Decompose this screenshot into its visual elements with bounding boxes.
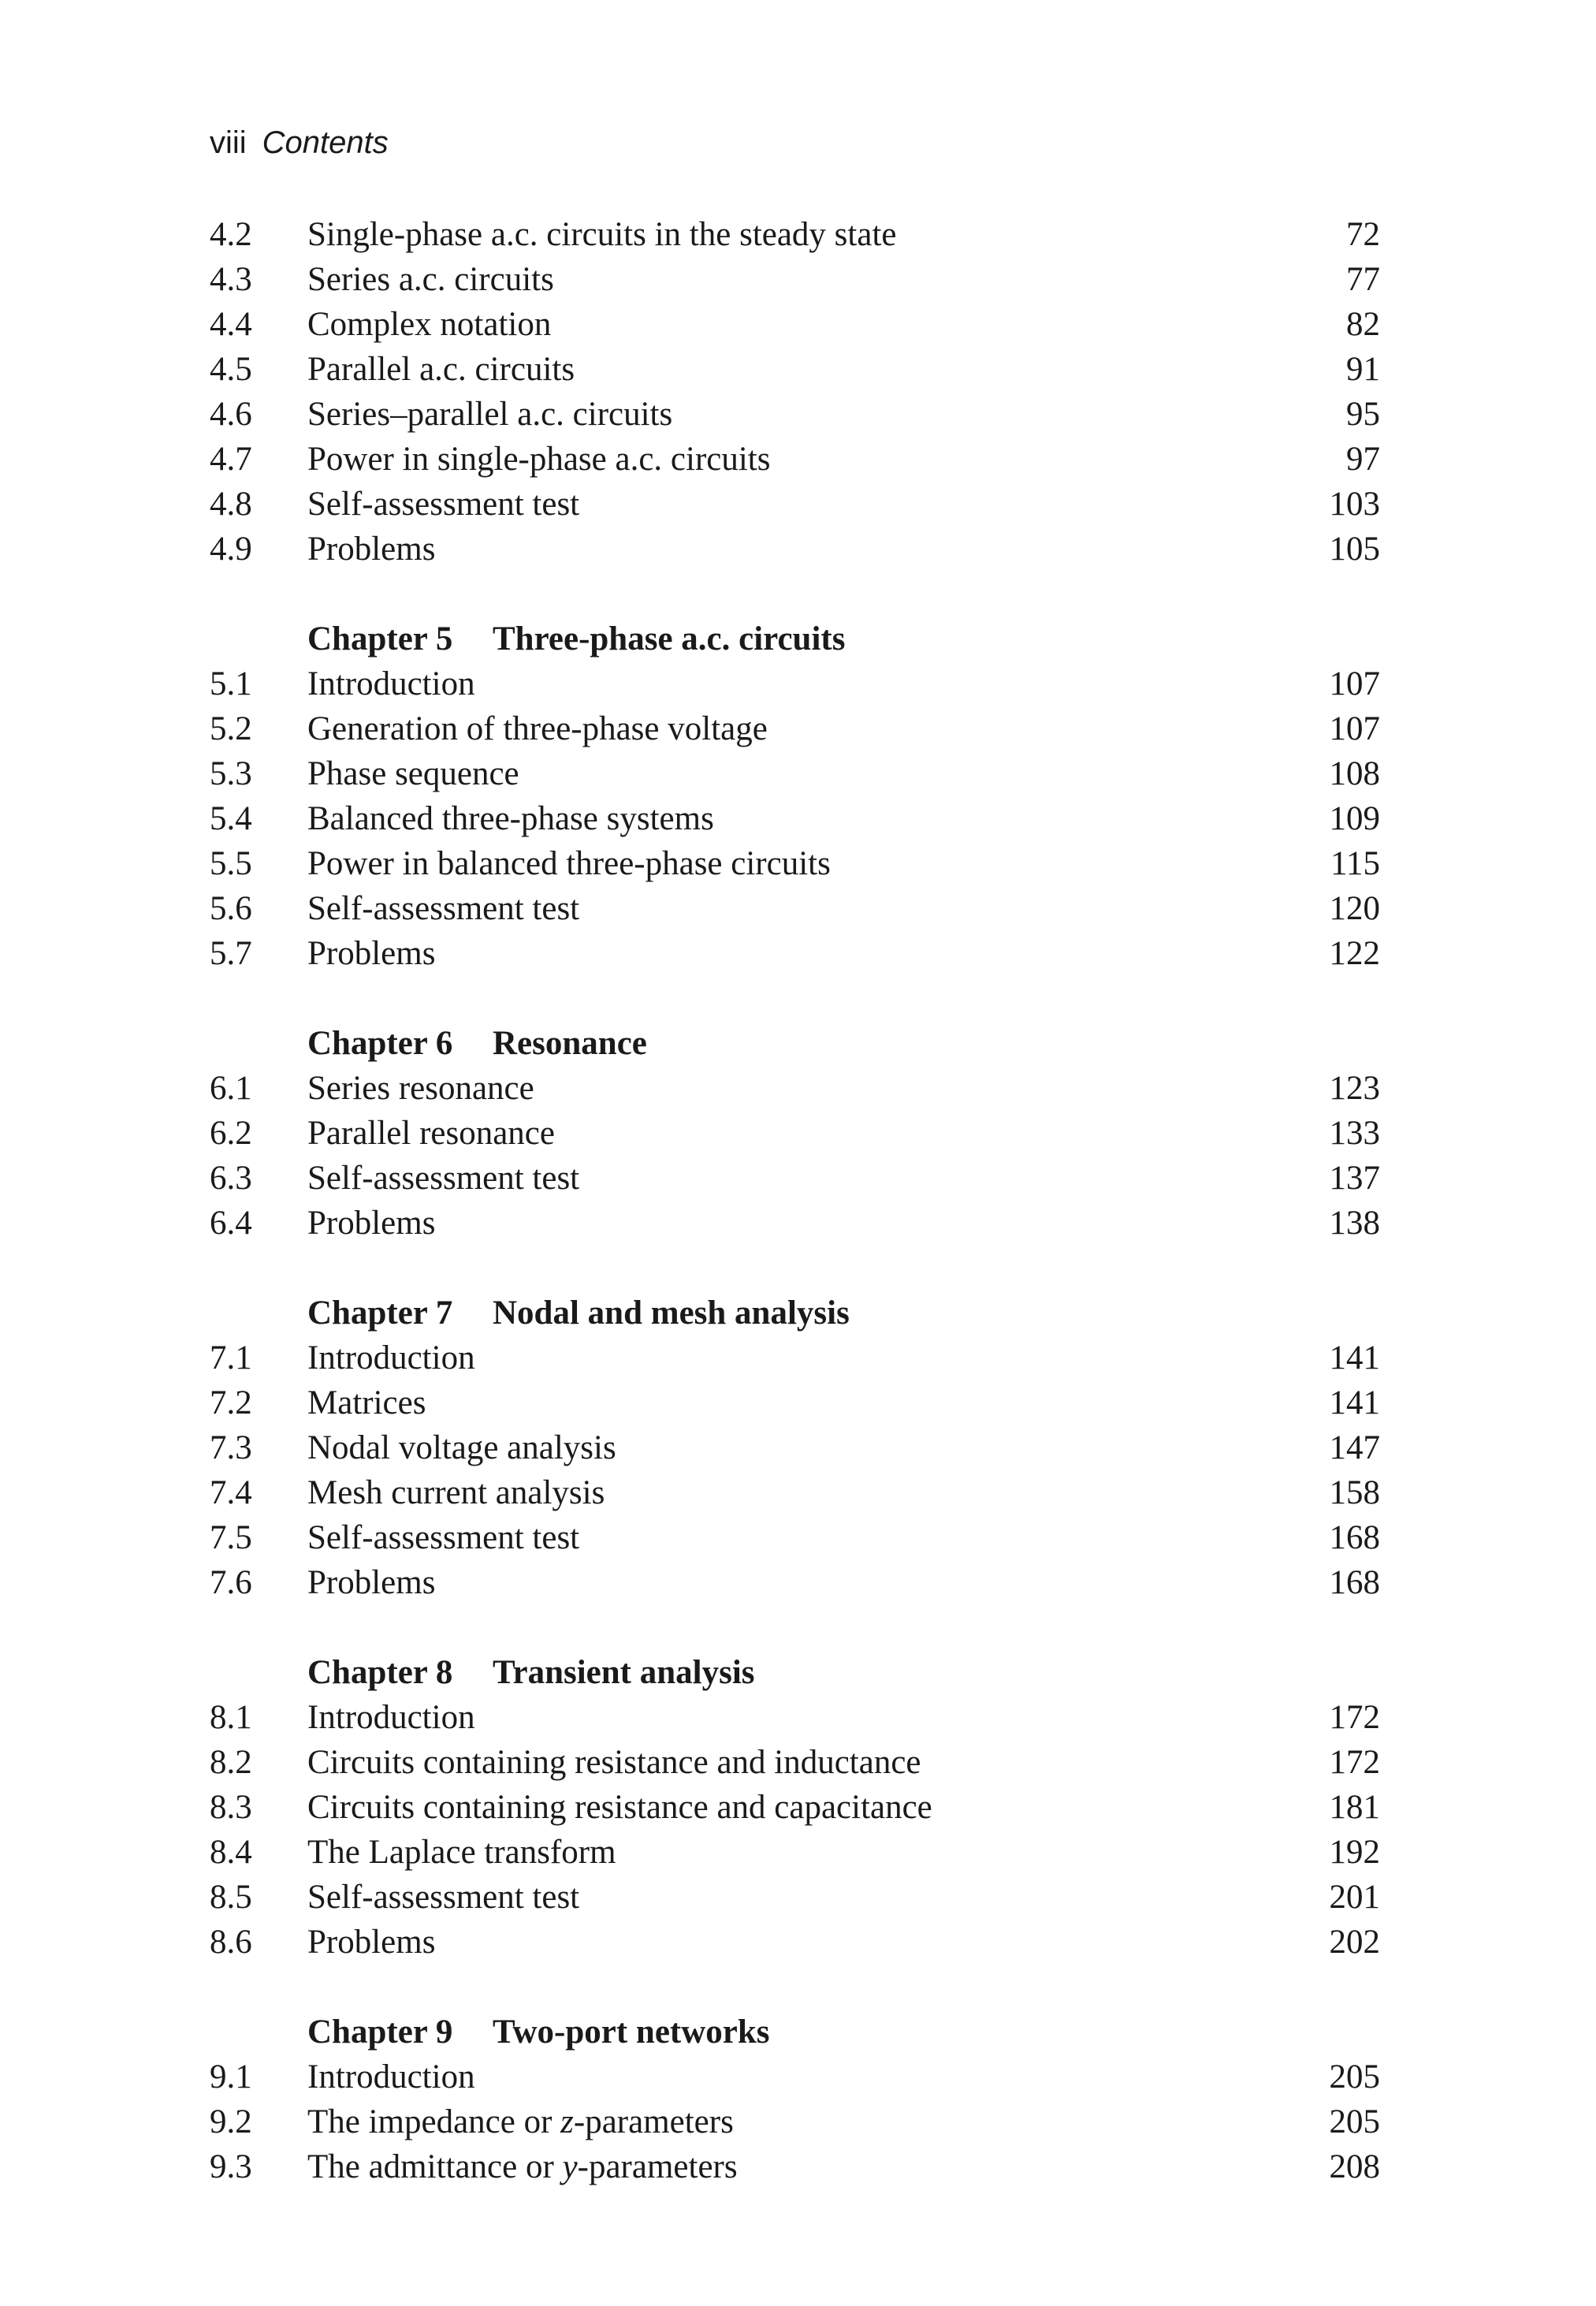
toc-entry[interactable]: [0, 886, 1596, 931]
section-number: 7.1: [210, 1339, 252, 1377]
page-number: 141: [1329, 1384, 1380, 1421]
page-number: 133: [1329, 1115, 1380, 1152]
page-number: 181: [1329, 1789, 1380, 1826]
table-of-contents: [0, 212, 1596, 2189]
page-number: 108: [1329, 755, 1380, 792]
toc-entry[interactable]: [0, 1515, 1596, 1560]
page-number: 192: [1329, 1834, 1380, 1871]
toc-entry[interactable]: [0, 527, 1596, 572]
section-number: 4.8: [210, 486, 252, 523]
section-title: Parallel a.c. circuits: [307, 351, 575, 388]
section-title: Introduction: [307, 1339, 475, 1377]
chapter-heading: [0, 617, 1596, 661]
page-number: 72: [1346, 216, 1380, 253]
running-head: [210, 121, 389, 165]
section-title: Mesh current analysis: [307, 1474, 605, 1511]
page-number: 122: [1329, 935, 1380, 972]
section-title: Self-assessment test: [307, 890, 580, 927]
page-number: 208: [1329, 2148, 1380, 2185]
toc-entry[interactable]: [0, 841, 1596, 886]
section-number: 4.4: [210, 306, 252, 343]
chapter-title: Three-phase a.c. circuits: [493, 620, 846, 658]
toc-entry[interactable]: [0, 751, 1596, 796]
page-number: 201: [1329, 1879, 1380, 1916]
chapter-heading: [0, 1291, 1596, 1336]
section-number: 4.7: [210, 441, 252, 478]
chapter-label: Chapter 7: [307, 1295, 453, 1332]
section-title: Introduction: [307, 665, 475, 702]
section-title: Problems: [307, 531, 436, 568]
section-number: 6.2: [210, 1115, 252, 1152]
page-number: 138: [1329, 1205, 1380, 1242]
page-number: 168: [1329, 1564, 1380, 1601]
section-number: 4.6: [210, 396, 252, 433]
section-number: 7.4: [210, 1474, 252, 1511]
toc-entry[interactable]: [0, 1111, 1596, 1156]
page-number: 103: [1329, 486, 1380, 523]
page-number: 123: [1329, 1070, 1380, 1107]
section-title: Introduction: [307, 2058, 475, 2096]
section-title: Problems: [307, 1924, 436, 1961]
page-number: 107: [1329, 710, 1380, 747]
page-number: 107: [1329, 665, 1380, 702]
page-number: 172: [1329, 1699, 1380, 1736]
page-number: 172: [1329, 1744, 1380, 1781]
page-number: 205: [1329, 2058, 1380, 2096]
section-title: Generation of three-phase voltage: [307, 710, 768, 747]
section-number: 8.1: [210, 1699, 252, 1736]
page-number: 109: [1329, 800, 1380, 837]
chapter-label: Chapter 6: [307, 1025, 453, 1062]
math-variable: y: [562, 2148, 578, 2185]
section-title: The Laplace transform: [307, 1834, 616, 1871]
toc-entry[interactable]: [0, 1470, 1596, 1515]
page-number: 141: [1329, 1339, 1380, 1377]
toc-entry[interactable]: [0, 1156, 1596, 1201]
section-number: 5.1: [210, 665, 252, 702]
section-title: Nodal voltage analysis: [307, 1429, 616, 1466]
toc-entry[interactable]: [0, 796, 1596, 841]
chapter-title: Transient analysis: [493, 1654, 755, 1691]
page-number: 91: [1346, 351, 1380, 388]
page-number: 95: [1346, 396, 1380, 433]
section-number: 9.3: [210, 2148, 252, 2185]
toc-entry[interactable]: [0, 437, 1596, 482]
toc-entry[interactable]: [0, 2144, 1596, 2189]
page-number: 97: [1346, 441, 1380, 478]
math-variable: z: [560, 2103, 574, 2140]
section-number: 6.4: [210, 1205, 252, 1242]
toc-entry[interactable]: [0, 1336, 1596, 1380]
toc-entry[interactable]: [0, 1066, 1596, 1111]
toc-entry[interactable]: [0, 1560, 1596, 1605]
section-number: 4.3: [210, 261, 252, 298]
section-number: 4.2: [210, 216, 252, 253]
toc-entry[interactable]: [0, 347, 1596, 392]
chapter-label: Chapter 5: [307, 620, 453, 658]
page-number: 147: [1329, 1429, 1380, 1466]
running-head-title: Contents: [262, 125, 389, 160]
chapter-label: Chapter 9: [307, 2014, 453, 2051]
page-number: 137: [1329, 1160, 1380, 1197]
section-title: Phase sequence: [307, 755, 519, 792]
section-number: 5.7: [210, 935, 252, 972]
section-title: Self-assessment test: [307, 1160, 580, 1197]
section-number: 5.2: [210, 710, 252, 747]
section-number: 7.2: [210, 1384, 252, 1421]
section-number: 4.9: [210, 531, 252, 568]
section-title: The admittance or y-parameters: [307, 2148, 738, 2185]
section-title: Single-phase a.c. circuits in the steady state: [307, 216, 897, 253]
section-title: Series–parallel a.c. circuits: [307, 396, 673, 433]
section-title: Balanced three-phase systems: [307, 800, 714, 837]
section-title: Self-assessment test: [307, 486, 580, 523]
section-number: 8.5: [210, 1879, 252, 1916]
page-number: 205: [1329, 2103, 1380, 2140]
toc-entry[interactable]: [0, 1425, 1596, 1470]
section-number: 8.6: [210, 1924, 252, 1961]
page-number: 82: [1346, 306, 1380, 343]
toc-entry[interactable]: [0, 302, 1596, 347]
toc-entry[interactable]: [0, 706, 1596, 751]
section-title: Series resonance: [307, 1070, 534, 1107]
toc-entry[interactable]: [0, 931, 1596, 976]
toc-entry[interactable]: [0, 1830, 1596, 1875]
section-title: Matrices: [307, 1384, 426, 1421]
toc-entry[interactable]: [0, 1740, 1596, 1785]
section-number: 8.4: [210, 1834, 252, 1871]
section-number: 7.5: [210, 1519, 252, 1556]
chapter-heading: [0, 1021, 1596, 1066]
section-title: Problems: [307, 1205, 436, 1242]
toc-entry[interactable]: [0, 2055, 1596, 2099]
section-number: 7.3: [210, 1429, 252, 1466]
section-number: 4.5: [210, 351, 252, 388]
section-title: Problems: [307, 1564, 436, 1601]
page-number: 202: [1329, 1924, 1380, 1961]
chapter-heading: [0, 1650, 1596, 1695]
page-number: 120: [1329, 890, 1380, 927]
section-title: Problems: [307, 935, 436, 972]
section-title: Complex notation: [307, 306, 552, 343]
toc-entry[interactable]: [0, 1695, 1596, 1740]
chapter-label: Chapter 8: [307, 1654, 453, 1691]
page-number: 77: [1346, 261, 1380, 298]
toc-entry[interactable]: [0, 661, 1596, 706]
section-title: Circuits containing resistance and capacitance: [307, 1789, 932, 1826]
section-title: Introduction: [307, 1699, 475, 1736]
toc-entry[interactable]: [0, 1875, 1596, 1920]
section-number: 6.3: [210, 1160, 252, 1197]
page-number: 115: [1330, 845, 1380, 882]
chapter-heading: [0, 2010, 1596, 2055]
section-title: Parallel resonance: [307, 1115, 555, 1152]
toc-entry[interactable]: [0, 482, 1596, 527]
section-number: 6.1: [210, 1070, 252, 1107]
section-number: 5.3: [210, 755, 252, 792]
toc-entry[interactable]: [0, 2099, 1596, 2144]
section-number: 8.2: [210, 1744, 252, 1781]
chapter-title: Resonance: [493, 1025, 647, 1062]
page-folio: viii: [210, 125, 247, 160]
section-title: Self-assessment test: [307, 1879, 580, 1916]
page-number: 105: [1329, 531, 1380, 568]
toc-entry[interactable]: [0, 1920, 1596, 1965]
toc-entry[interactable]: [0, 1201, 1596, 1246]
section-number: 5.4: [210, 800, 252, 837]
section-number: 5.6: [210, 890, 252, 927]
chapter-title: Nodal and mesh analysis: [493, 1295, 850, 1332]
toc-entry[interactable]: [0, 1785, 1596, 1830]
section-number: 9.2: [210, 2103, 252, 2140]
section-title: Power in single-phase a.c. circuits: [307, 441, 771, 478]
page-number: 168: [1329, 1519, 1380, 1556]
page-number: 158: [1329, 1474, 1380, 1511]
section-number: 9.1: [210, 2058, 252, 2096]
section-title: Circuits containing resistance and inductance: [307, 1744, 921, 1781]
toc-entry[interactable]: [0, 257, 1596, 302]
chapter-title: Two-port networks: [493, 2014, 770, 2051]
section-title: Self-assessment test: [307, 1519, 580, 1556]
section-title: Power in balanced three-phase circuits: [307, 845, 831, 882]
section-number: 7.6: [210, 1564, 252, 1601]
toc-entry[interactable]: [0, 1380, 1596, 1425]
toc-entry[interactable]: [0, 392, 1596, 437]
section-title: The impedance or z-parameters: [307, 2103, 734, 2140]
section-title: Series a.c. circuits: [307, 261, 554, 298]
section-number: 5.5: [210, 845, 252, 882]
toc-entry[interactable]: [0, 212, 1596, 257]
section-number: 8.3: [210, 1789, 252, 1826]
